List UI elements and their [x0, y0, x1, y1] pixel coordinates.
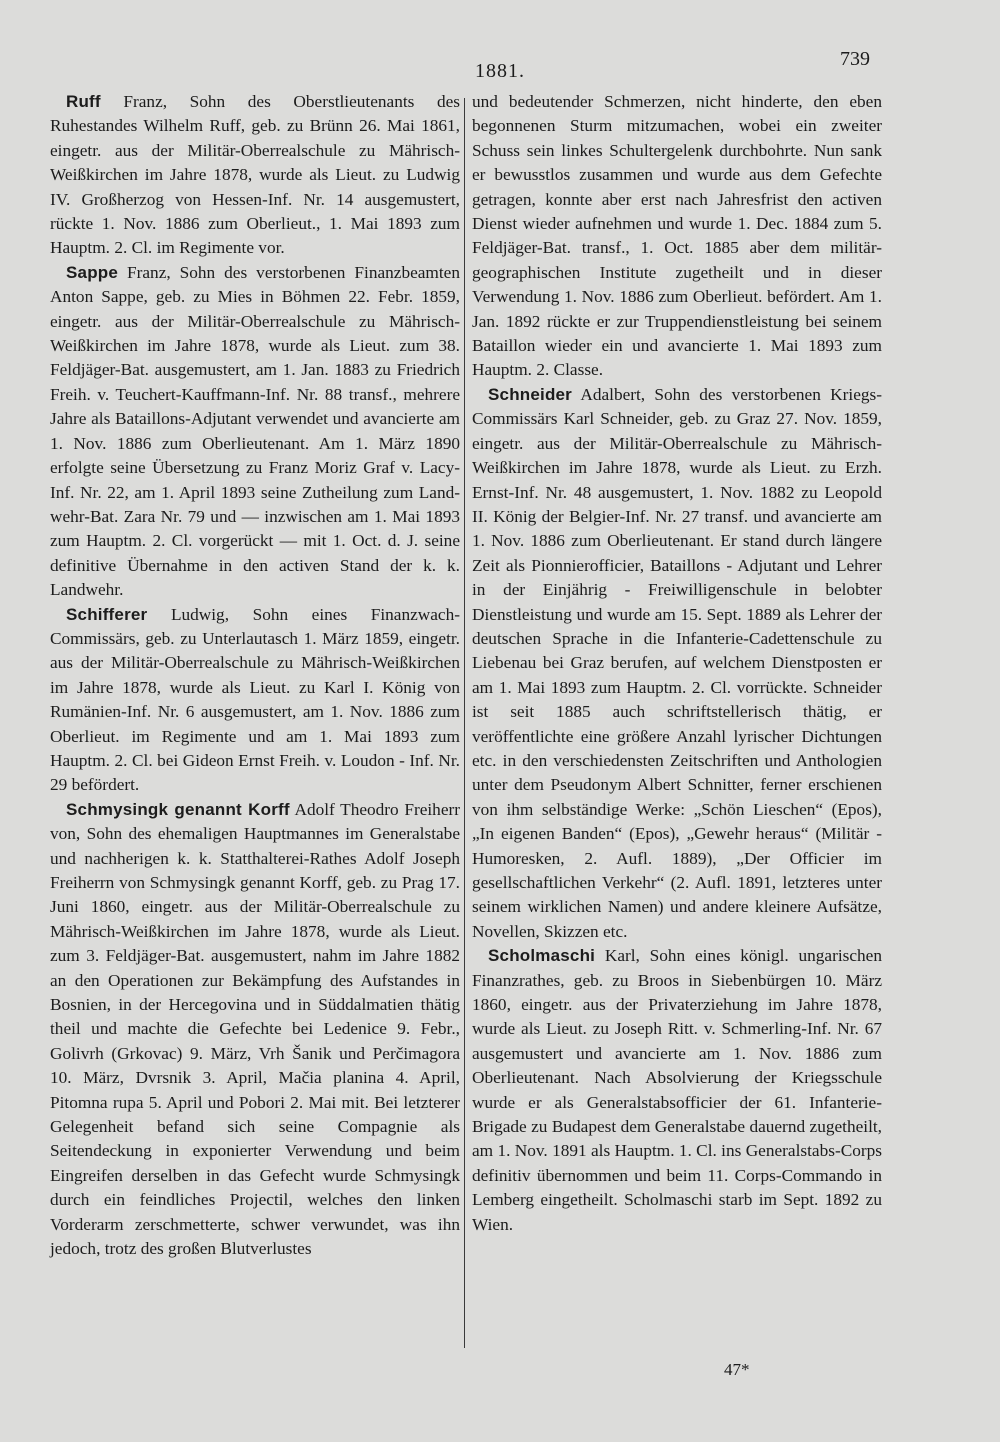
- page-number: 739: [840, 48, 870, 70]
- entry-text: Karl, Sohn eines königl. ungarischen Finanzrathes, geb. zu Broos in Siebenbürgen 10. März 1860, eingetr. aus der Privaterziehung im Jahre 1878, wurde als Lieut. zu Joseph Ritt. v. Schmerling-Inf. Nr. 67 ausgemustert und avancierte am 1. Nov. 1886 zum Oberlieutenant. Nach Absolvierung der Kriegsschule wurde er als Generalstabsofficier der 61. Infanterie-Brigade zu Budapest dem Generalstabe dauernd zugetheilt, am 1. Nov. 1891 als Hauptm. 1. Cl. ins Generalstabs-Corps definitiv übernommen und beim 11. Corps-Commando in Lemberg eingetheilt. Scholmaschi starb im Sept. 1892 zu Wien.: [472, 946, 882, 1234]
- entry-name: Schneider: [488, 384, 572, 404]
- signature-mark: 47*: [724, 1360, 750, 1379]
- entry-text: Franz, Sohn des Oberstlieutenants des Ruhestandes Wilhelm Ruff, geb. zu Brünn 26. Mai 1861, eingetr. aus der Militär-Oberrealschule zu Mährisch-Weißkirchen im Jahre 1878, wurde als Lieut. zu Ludwig IV. Großherzog von Hessen-Inf. Nr. 14 ausgemustert, rückte 1. Nov. 1886 zum Oberlieut., 1. Mai 1893 zum Hauptm. 2. Cl. im Regimente vor.: [50, 92, 460, 258]
- entry-text: Franz, Sohn des verstorbenen Finanzbeamten Anton Sappe, geb. zu Mies in Böhmen 22. Febr. 1859, eingetr. aus der Militär-Oberrealschule zu Mährisch-Weißkirchen im Jahre 1878, wurde als Lieut. zum 38. Feldjäger-Bat. ausgemustert, am 1. Jan. 1883 zu Friedrich Freih. v. Teuchert-Kauffmann-Inf. Nr. 88 transf., mehrere Jahre als Bataillons-Adjutant verwendet und avancierte am 1. Nov. 1886 zum Oberlieutenant. Am 1. März 1890 erfolgte seine Übersetzung zu Franz Moriz Graf v. Lacy-Inf. Nr. 22, am 1. April 1893 seine Zutheilung zum Landwehr-Bat. Zara Nr. 79 und — inzwischen am 1. Mai 1893 zum Hauptm. 2. Cl. vorgerückt — mit 1. Oct. d. J. seine definitive Übernahme in den activen Stand der k. k. Landwehr.: [50, 262, 460, 600]
- entry-name: Scholmaschi: [488, 946, 596, 966]
- entry-name: Ruff: [66, 92, 101, 111]
- entry-text: Adolf Theodro Freiherr von, Sohn des ehemaligen Hauptmannes im Generalstabe und nachherigen k. k. Statthalterei-Rathes Adolf Joseph Freiherrn von Schmysingk genannt Korff, geb. zu Prag 17. Juni 1860, eingetr. aus der Militär-Oberrealschule zu Mährisch-Weißkirchen im Jahre 1878, wurde als Lieut. zum 3. Feldjäger-Bat. ausgemustert, nahm im Jahre 1882 an den Operationen zur Bekämpfung des Aufstandes in Bosnien, in der Hercegovina und in Süddalmatien thätig theil und machte die Gefechte bei Ledenice 9. Febr., Golivrh (Grkovac) 9. März, Vrh Šanik und Perčimagora 10. März, Dvrsnik 3. April, Mačia planina 4. April, Pitomna rupa 5. April und Pobori 2. Mai mit. Bei letzterer Gelegenheit befand sich seine Compagnie als Seitendeckung in exponierter Verwendung und beim Eingreifen derselben in das Gefecht wurde Schmysingk durch ein feindliches Projectil, welches den linken Vorderarm zerschmetterte, schwer verwundet, was ihn jedoch, trotz des großen Blutverlustes: [50, 799, 460, 1259]
- column-divider: [464, 98, 465, 1348]
- left-column: [50, 90, 460, 1262]
- entry-name: Schmysingk genannt Korff: [66, 799, 290, 819]
- entry-ruff: [50, 90, 460, 261]
- entry-sappe: [50, 261, 460, 603]
- entry-schneider: [472, 383, 882, 944]
- right-column: [472, 90, 882, 1237]
- entry-schifferer: [50, 603, 460, 798]
- entry-text: und bedeutender Schmerzen, nicht hinderte, den eben begonnenen Sturm mitzumachen, wobei ein zweiter Schuss sein linkes Schultergelenk durchbohrte. Nun sank er bewusstlos zusammen und wurde aus dem Gefechte getragen, konnte aber erst nach Jahresfrist den activen Dienst wieder aufnehmen und wurde 1. Dec. 1884 zum 5. Feldjäger-Bat. transf., 1. Oct. 1885 aber dem militär-geographischen Institute zugetheilt und in dieser Verwendung 1. Nov. 1886 zum Oberlieut. befördert. Am 1. Jan. 1892 rückte er zur Truppendienstleistung bei seinem Bataillon wieder ein und avancierte 1. Mai 1893 zum Hauptm. 2. Classe.: [472, 92, 882, 380]
- entry-text: Adalbert, Sohn des verstorbenen Kriegs-Commissärs Karl Schneider, geb. zu Graz 27. Nov. 1859, eingetr. aus der Militär-Oberrealschule zu Mährisch-Weißkirchen im Jahre 1878, wurde als Lieut. zu Erzh. Ernst-Inf. Nr. 48 ausgemustert, 1. Nov. 1882 zu Leopold II. König der Belgier-Inf. Nr. 27 transf. und avancierte am 1. Nov. 1886 zum Oberlieutenant. Er stand durch längere Zeit als Pionnierofficier, Bataillons - Adjutant und Lehrer in der Einjährig - Freiwilligenschule in belobter Dienstleistung und wurde am 15. Sept. 1889 als Lehrer der deutschen Sprache in die Infanterie-Cadettenschule zu Liebenau bei Graz berufen, auf welchem Dienstposten er am 1. Mai 1893 zum Hauptm. 2. Cl. vorrückte. Schneider ist seit 1885 auch schriftstellerisch thätig, er veröffentlichte eine größere Anzahl lyrischer Dichtungen etc. in den verschiedensten Zeitschriften und Anthologien unter dem Pseudonym Albert Schnitter, ferner erschienen von ihm selbständige Werke: „Schön Lieschen“ (Epos), „In eigenen Banden“ (Epos), „Gewehr heraus“ (Militär - Humoresken, 2. Aufl. 1889), „Der Officier im gesellschaftlichen Verkehr“ (2. Aufl. 1891, letzteres unter seinem wirklichen Namen) und andere kleinere Aufsätze, Novellen, Skizzen etc.: [472, 384, 882, 941]
- entry-schmysingk: [50, 798, 460, 1262]
- entry-name: Sappe: [66, 262, 119, 282]
- page-year-heading: 1881.: [475, 60, 525, 82]
- entry-text: Ludwig, Sohn eines Finanzwach-Commissärs, geb. zu Unterlautasch 1. März 1859, eingetr. aus der Militär-Oberrealschule zu Mährisch-Weißkirchen im Jahre 1878, wurde als Lieut. zu Karl I. König von Rumänien-Inf. Nr. 6 ausgemustert, am 1. Nov. 1886 zum Oberlieut. im Regimente und am 1. Mai 1893 zum Hauptm. 2. Cl. bei Gideon Ernst Freih. v. Loudon - Inf. Nr. 29 befördert.: [50, 604, 460, 795]
- entry-schmysingk-continued: [472, 90, 882, 383]
- entry-scholmaschi: [472, 944, 882, 1237]
- entry-name: Schifferer: [66, 604, 148, 624]
